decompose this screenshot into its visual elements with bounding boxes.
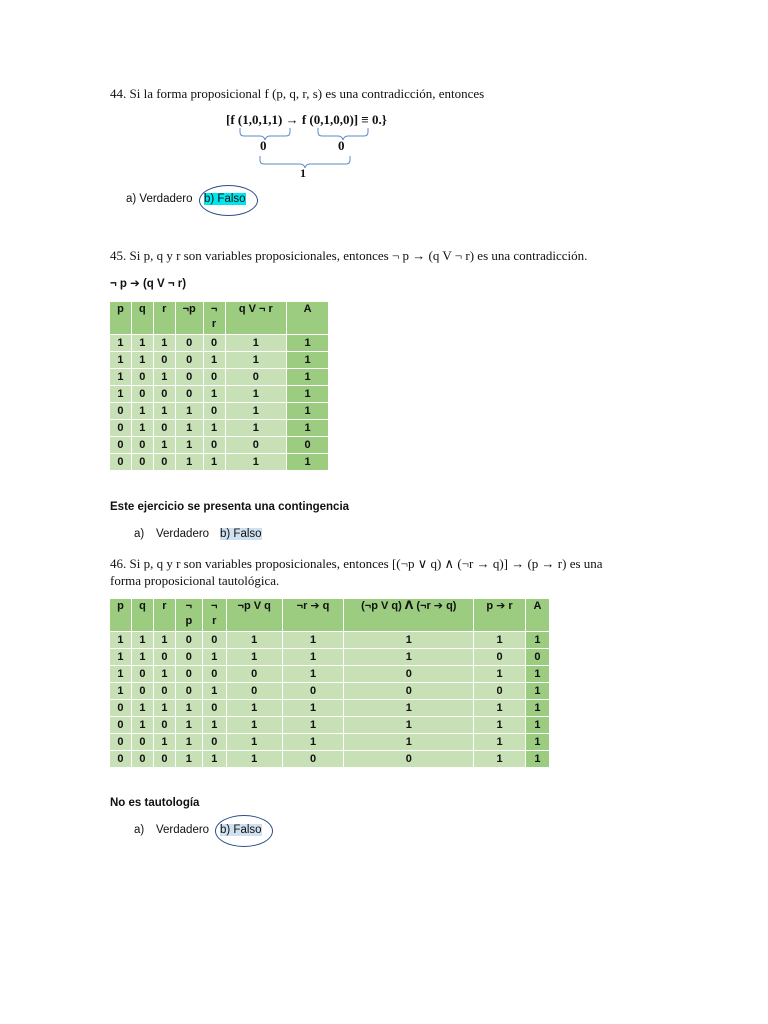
- table-cell: 1: [525, 632, 549, 649]
- table-cell: 1: [110, 335, 132, 352]
- table-cell: 0: [110, 734, 132, 751]
- q45-truth-table: [109, 301, 329, 471]
- q45-col-header: ¬p: [175, 302, 203, 335]
- table-cell: 0: [202, 632, 226, 649]
- table-cell: 0: [226, 683, 282, 700]
- q46-col-header: ¬p V q: [226, 599, 282, 632]
- table-cell: 1: [226, 734, 282, 751]
- table-cell: 0: [153, 352, 175, 369]
- table-cell: 1: [153, 734, 175, 751]
- table-cell: 0: [153, 454, 175, 471]
- table-cell: 0: [110, 751, 132, 768]
- q46-option-a-marker: a): [134, 824, 145, 836]
- table-cell: 1: [175, 734, 202, 751]
- table-cell: 1: [282, 734, 344, 751]
- table-cell: 1: [225, 420, 287, 437]
- table-cell: 0: [110, 420, 132, 437]
- table-cell: 1: [153, 335, 175, 352]
- table-cell: 1: [110, 683, 132, 700]
- table-cell: 0: [110, 437, 132, 454]
- table-cell: 1: [202, 649, 226, 666]
- table-cell: 1: [131, 335, 153, 352]
- table-row: [110, 403, 329, 420]
- table-cell: 0: [175, 386, 203, 403]
- q46-col-header: r: [153, 599, 175, 632]
- q45-col-header: q V ¬ r: [225, 302, 287, 335]
- table-cell: 0: [153, 649, 175, 666]
- q44-formula: [f (1,0,1,1) → f (0,1,0,0)] ≡ 0.}: [226, 112, 387, 127]
- table-cell: 1: [202, 717, 226, 734]
- table-cell: 1: [153, 369, 175, 386]
- table-cell: 1: [175, 717, 202, 734]
- q44-option-a[interactable]: a) Verdadero: [126, 193, 193, 205]
- q46-conclusion: No es tautología: [110, 797, 200, 809]
- table-cell: 0: [525, 649, 549, 666]
- table-cell: 1: [225, 335, 287, 352]
- q46-col-header: ¬ r: [202, 599, 226, 632]
- table-cell: 1: [225, 386, 287, 403]
- table-cell: 0: [225, 369, 287, 386]
- table-cell: 1: [282, 700, 344, 717]
- q45-col-header: p: [110, 302, 132, 335]
- q46-col-header: p ➔ r: [474, 599, 526, 632]
- table-cell: 1: [203, 386, 225, 403]
- table-row: [110, 454, 329, 471]
- q44-prompt: 44. Si la forma proposicional f (p, q, r, s) es una contradicción, entonces: [110, 86, 485, 101]
- table-cell: 1: [203, 420, 225, 437]
- table-cell: 0: [131, 666, 153, 683]
- q45-header-row: [110, 302, 329, 335]
- table-cell: 0: [175, 683, 202, 700]
- table-cell: 1: [287, 420, 329, 437]
- table-cell: 1: [474, 700, 526, 717]
- table-cell: 1: [525, 751, 549, 768]
- table-cell: 0: [131, 683, 153, 700]
- table-cell: 0: [110, 403, 132, 420]
- q45-col-header: r: [153, 302, 175, 335]
- table-cell: 1: [287, 403, 329, 420]
- table-cell: 1: [110, 666, 132, 683]
- table-cell: 1: [525, 734, 549, 751]
- table-cell: 0: [175, 369, 203, 386]
- table-cell: 1: [110, 386, 132, 403]
- q46-col-header: A: [525, 599, 549, 632]
- table-cell: 1: [226, 751, 282, 768]
- table-cell: 1: [175, 700, 202, 717]
- table-cell: 0: [175, 649, 202, 666]
- table-cell: 1: [175, 437, 203, 454]
- table-cell: 0: [344, 666, 474, 683]
- table-cell: 0: [287, 437, 329, 454]
- table-cell: 0: [202, 666, 226, 683]
- table-cell: 1: [474, 666, 526, 683]
- table-cell: 0: [203, 403, 225, 420]
- table-cell: 1: [282, 666, 344, 683]
- q46-answer-circle: [215, 815, 273, 847]
- table-row: [110, 352, 329, 369]
- table-cell: 1: [282, 649, 344, 666]
- table-cell: 1: [153, 666, 175, 683]
- table-cell: 1: [474, 734, 526, 751]
- table-cell: 0: [175, 666, 202, 683]
- table-cell: 0: [110, 717, 132, 734]
- q46-col-header: (¬p V q) ᐱ (¬r ➔ q): [344, 599, 474, 632]
- table-cell: 1: [287, 386, 329, 403]
- table-cell: 1: [202, 683, 226, 700]
- table-cell: 1: [344, 649, 474, 666]
- q45-option-a-marker: a): [134, 528, 145, 540]
- table-row: [110, 683, 550, 700]
- table-cell: 1: [110, 632, 132, 649]
- table-cell: 1: [282, 717, 344, 734]
- q45-conclusion: Este ejercicio se presenta una contingencia: [110, 501, 350, 513]
- table-cell: 1: [287, 369, 329, 386]
- table-row: [110, 700, 550, 717]
- table-cell: 1: [287, 335, 329, 352]
- table-cell: 1: [474, 717, 526, 734]
- table-cell: 0: [226, 666, 282, 683]
- table-cell: 1: [225, 454, 287, 471]
- table-cell: 0: [282, 683, 344, 700]
- table-cell: 1: [225, 352, 287, 369]
- table-cell: 0: [153, 683, 175, 700]
- table-cell: 1: [344, 717, 474, 734]
- q45-col-header: ¬ r: [203, 302, 225, 335]
- table-cell: 0: [131, 386, 153, 403]
- q45-option-b[interactable]: b) Falso: [220, 528, 262, 540]
- table-cell: 1: [474, 632, 526, 649]
- table-cell: 1: [131, 717, 153, 734]
- q46-prompt-line2: forma proposicional tautológica.: [110, 573, 280, 588]
- table-cell: 1: [153, 632, 175, 649]
- table-cell: 0: [153, 420, 175, 437]
- q46-prompt-line1: 46. Si p, q y r son variables proposicionales, entonces [(¬p ∨ q) ∧ (¬r → q)] → (p → r) es una: [110, 556, 603, 571]
- table-cell: 1: [474, 751, 526, 768]
- table-row: [110, 420, 329, 437]
- table-cell: 0: [202, 734, 226, 751]
- table-cell: 0: [344, 751, 474, 768]
- table-cell: 0: [153, 717, 175, 734]
- table-cell: 1: [226, 700, 282, 717]
- table-cell: 0: [175, 352, 203, 369]
- table-cell: 1: [131, 632, 153, 649]
- table-row: [110, 751, 550, 768]
- table-cell: 1: [525, 717, 549, 734]
- table-cell: 1: [110, 649, 132, 666]
- table-cell: 1: [344, 632, 474, 649]
- q46-col-header: ¬ p: [175, 599, 202, 632]
- table-cell: 1: [525, 683, 549, 700]
- table-cell: 0: [203, 437, 225, 454]
- table-cell: 0: [282, 751, 344, 768]
- table-cell: 0: [474, 683, 526, 700]
- table-cell: 1: [110, 352, 132, 369]
- q44-answer-circle: [199, 185, 258, 216]
- q45-col-header: A: [287, 302, 329, 335]
- table-cell: 1: [153, 437, 175, 454]
- q46-option-a[interactable]: Verdadero: [156, 824, 210, 836]
- table-cell: 1: [131, 649, 153, 666]
- table-row: [110, 632, 550, 649]
- q46-col-header: q: [131, 599, 153, 632]
- table-cell: 1: [203, 454, 225, 471]
- q45-option-a[interactable]: Verdadero: [156, 528, 210, 540]
- table-cell: 0: [202, 700, 226, 717]
- table-cell: 1: [153, 700, 175, 717]
- table-cell: 0: [175, 335, 203, 352]
- table-row: [110, 666, 550, 683]
- q46-col-header: ¬r ➔ q: [282, 599, 344, 632]
- table-cell: 1: [175, 751, 202, 768]
- table-row: [110, 369, 329, 386]
- table-cell: 1: [131, 700, 153, 717]
- table-cell: 0: [131, 734, 153, 751]
- q45-formula-label: ¬ p ➔ (q V ¬ r): [110, 278, 187, 290]
- table-cell: 1: [225, 403, 287, 420]
- q45-prompt: 45. Si p, q y r son variables proposicionales, entonces ¬ p → (q V ¬ r) es una contradicción.: [110, 248, 588, 263]
- table-cell: 1: [226, 632, 282, 649]
- table-cell: 0: [110, 700, 132, 717]
- q46-truth-table: [109, 598, 550, 768]
- table-row: [110, 649, 550, 666]
- table-cell: 0: [153, 751, 175, 768]
- table-row: [110, 734, 550, 751]
- table-cell: 0: [474, 649, 526, 666]
- q45-col-header: q: [131, 302, 153, 335]
- q44-combined-value: 1: [300, 166, 306, 180]
- table-cell: 1: [287, 454, 329, 471]
- table-cell: 1: [525, 700, 549, 717]
- table-cell: 0: [344, 683, 474, 700]
- table-cell: 1: [175, 454, 203, 471]
- table-cell: 0: [175, 632, 202, 649]
- table-row: [110, 335, 329, 352]
- table-cell: 1: [344, 734, 474, 751]
- table-cell: 0: [131, 369, 153, 386]
- table-cell: 1: [203, 352, 225, 369]
- table-cell: 1: [287, 352, 329, 369]
- table-cell: 1: [175, 420, 203, 437]
- table-cell: 0: [131, 437, 153, 454]
- table-cell: 1: [226, 649, 282, 666]
- table-cell: 1: [344, 700, 474, 717]
- q46-option-b[interactable]: b) Falso: [220, 824, 262, 836]
- table-cell: 0: [110, 454, 132, 471]
- table-cell: 1: [153, 403, 175, 420]
- table-cell: 1: [131, 420, 153, 437]
- q46-col-header: p: [110, 599, 132, 632]
- table-row: [110, 717, 550, 734]
- q44-right-value: 0: [338, 138, 345, 153]
- table-cell: 1: [131, 403, 153, 420]
- q44-left-value: 0: [260, 138, 267, 153]
- table-cell: 1: [525, 666, 549, 683]
- table-cell: 0: [131, 751, 153, 768]
- table-cell: 0: [131, 454, 153, 471]
- q44-option-b[interactable]: b) Falso: [204, 193, 246, 205]
- table-cell: 1: [175, 403, 203, 420]
- q46-header-row: [110, 599, 550, 632]
- table-cell: 0: [153, 386, 175, 403]
- table-cell: 1: [110, 369, 132, 386]
- table-cell: 0: [203, 335, 225, 352]
- table-cell: 1: [282, 632, 344, 649]
- table-row: [110, 437, 329, 454]
- table-cell: 0: [203, 369, 225, 386]
- table-cell: 1: [131, 352, 153, 369]
- table-cell: 0: [225, 437, 287, 454]
- table-row: [110, 386, 329, 403]
- table-cell: 1: [226, 717, 282, 734]
- table-cell: 1: [202, 751, 226, 768]
